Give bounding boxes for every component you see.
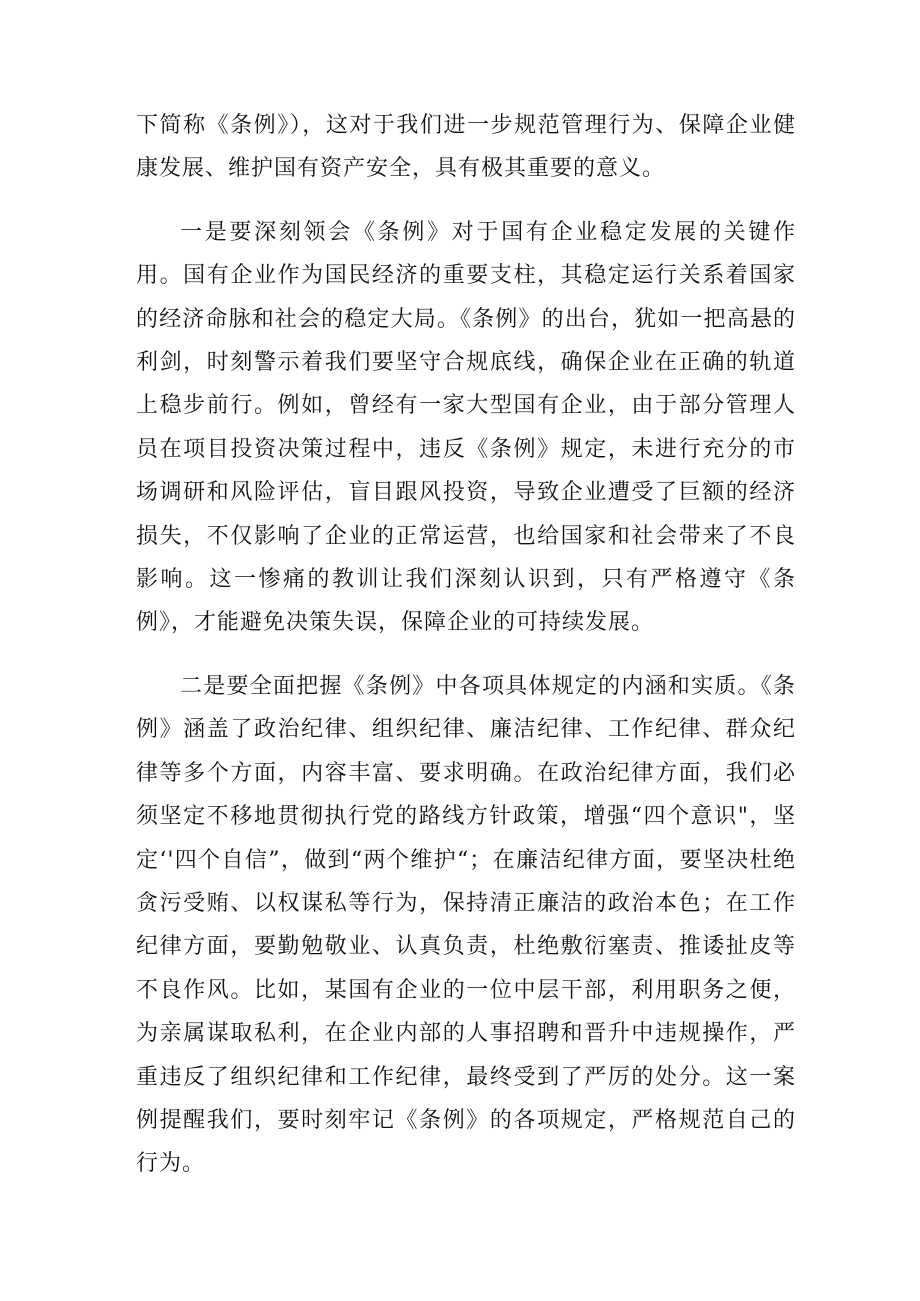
- paragraph-point-one: 一是要深刻领会《条例》对于国有企业稳定发展的关键作用。国有企业作为国民经济的重要支柱，其稳定运行关系着国家的经济命脉和社会的稳定大局。《条例》的出台，犹如一把高悬的利剑，时刻警示着我们要坚守合规底线，确保企业在正确的轨道上稳步前行。例如，曾经有一家大型国有企业，由于部分管理人员在项目投资决策过程中，违反《条例》规定，未进行充分的市场调研和风险评估，盲目跟风投资，导致企业遭受了巨额的经济损失，不仅影响了企业的正常运营，也给国家和社会带来了不良影响。这一惨痛的教训让我们深刻认识到，只有严格遵守《条例》，才能避免决策失误，保障企业的可持续发展。: [136, 219, 796, 636]
- paragraph-point-two: 二是要全面把握《条例》中各项具体规定的内涵和实质。《条例》涵盖了政治纪律、组织纪律、廉洁纪律、工作纪律、群众纪律等多个方面，内容丰富、要求明确。在政治纪律方面，我们必须坚定不移地贯彻执行党的路线方针政策，增强“四个意识"，坚定‘'四个自信”，做到“两个维护“；在廉洁纪律方面，要坚决杜绝贪污受贿、以权谋私等行为，保持清正廉洁的政治本色；在工作纪律方面，要勤勉敬业、认真负责，杜绝敷衍塞责、推诿扯皮等不良作风。比如，某国有企业的一位中层干部，利用职务之便，为亲属谋取私利，在企业内部的人事招聘和晋升中违规操作，严重违反了组织纪律和工作纪律，最终受到了严厉的处分。这一案例提醒我们，要时刻牢记《条例》的各项规定，严格规范自己的行为。: [136, 673, 796, 1177]
- paragraph-intro-continuation: 下简称《条例》），这对于我们进一步规范管理行为、保障企业健康发展、维护国有资产安全，具有极其重要的意义。: [136, 113, 796, 182]
- document-body: [136, 104, 796, 1206]
